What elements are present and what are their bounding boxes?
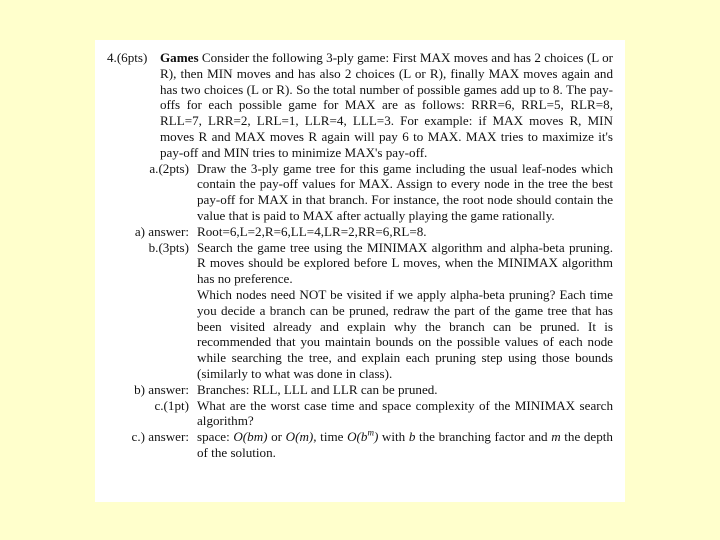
depth-text: the depth of the solution. xyxy=(197,429,613,460)
part-c-text: What are the worst case time and space complexity of the MINIMAX search algorithm? xyxy=(197,397,613,429)
part-c-answer xyxy=(107,429,613,461)
part-a-label: a.(2pts) xyxy=(149,160,189,176)
part-c-label: c.(1pt) xyxy=(154,397,189,413)
problem-label: 4.(6pts) xyxy=(107,50,148,65)
problem-intro-text: Consider the following 3-ply game: First MAX moves and has 2 choices (L or R), then MIN moves and has also 2 choices (L or R), finally MAX moves again and has two choices (L or R). So the total number of possible games add up to 8. The pay-offs for each possible game for MAX are as follows: RRR=6, RRL=5, RLR=8, RLL=7, LRR=2, LRL=1, LLR=4, LLL=3. For example: if MAX moves R, MIN moves R and MAX moves R again will pay 6 to MAX. MAX tries to maximize it's pay-off and MIN tries to minimize MAX's pay-off. xyxy=(160,50,613,160)
space-complexity-1: O(bm) xyxy=(233,429,268,445)
part-c-question xyxy=(107,398,613,430)
part-b-answer-label: b) answer: xyxy=(134,381,189,397)
time-close: ) xyxy=(373,429,379,445)
time-base: O(b xyxy=(347,429,368,445)
m-symbol: m xyxy=(551,429,561,445)
space-prefix: space: xyxy=(197,429,230,445)
part-b-text-2: Which nodes need NOT be visited if we apply alpha-beta pruning? Each time you decide a branch can be pruned, redraw the part of the game tree that has been visited already and explain why the branch can be pruned. It is recommended that you maintain bounds on the possible values of each node while searching the tree, and explain each pruning step using those bounds (similarly to what was done in class). xyxy=(197,286,613,381)
document-page xyxy=(95,40,625,502)
part-b-question xyxy=(107,240,613,382)
part-a-question xyxy=(107,161,613,224)
problem-block xyxy=(107,50,613,161)
problem-intro xyxy=(160,50,613,161)
part-b-answer-text: Branches: RLL, LLL and LLR can be pruned. xyxy=(197,381,438,397)
with-word: with xyxy=(381,429,406,445)
part-c-answer-text xyxy=(197,429,613,461)
time-label: , time xyxy=(313,429,344,445)
part-a-answer-text: Root=6,L=2,R=6,LL=4,LR=2,RR=6,RL=8. xyxy=(197,223,427,239)
part-a-answer xyxy=(107,224,613,240)
branching-text: the branching factor and xyxy=(418,429,548,445)
part-b-answer xyxy=(107,382,613,398)
part-b-text: Search the game tree using the MINIMAX algorithm and alpha-beta pruning. R moves should be explored before L moves, when the MINIMAX algorithm has no preference. xyxy=(197,239,613,287)
problem-title: Games xyxy=(160,50,199,65)
part-a-text: Draw the 3-ply game tree for this game including the usual leaf-nodes which contain the pay-off values for MAX. Assign to every node in the tree the best pay-off for MAX in that branch. For instance, the root node should contain the value that is paid to MAX after actually playing the game rationally. xyxy=(197,160,613,223)
part-c-answer-label: c.) answer: xyxy=(131,429,189,445)
time-exponent: m xyxy=(367,427,374,438)
part-b-body xyxy=(197,240,613,382)
b-symbol: b xyxy=(408,429,416,445)
part-b-label: b.(3pts) xyxy=(148,239,189,255)
space-complexity-2: O(m) xyxy=(285,429,314,445)
time-complexity xyxy=(347,429,378,444)
part-a-answer-label: a) answer: xyxy=(134,223,189,239)
or-word: or xyxy=(271,429,283,445)
